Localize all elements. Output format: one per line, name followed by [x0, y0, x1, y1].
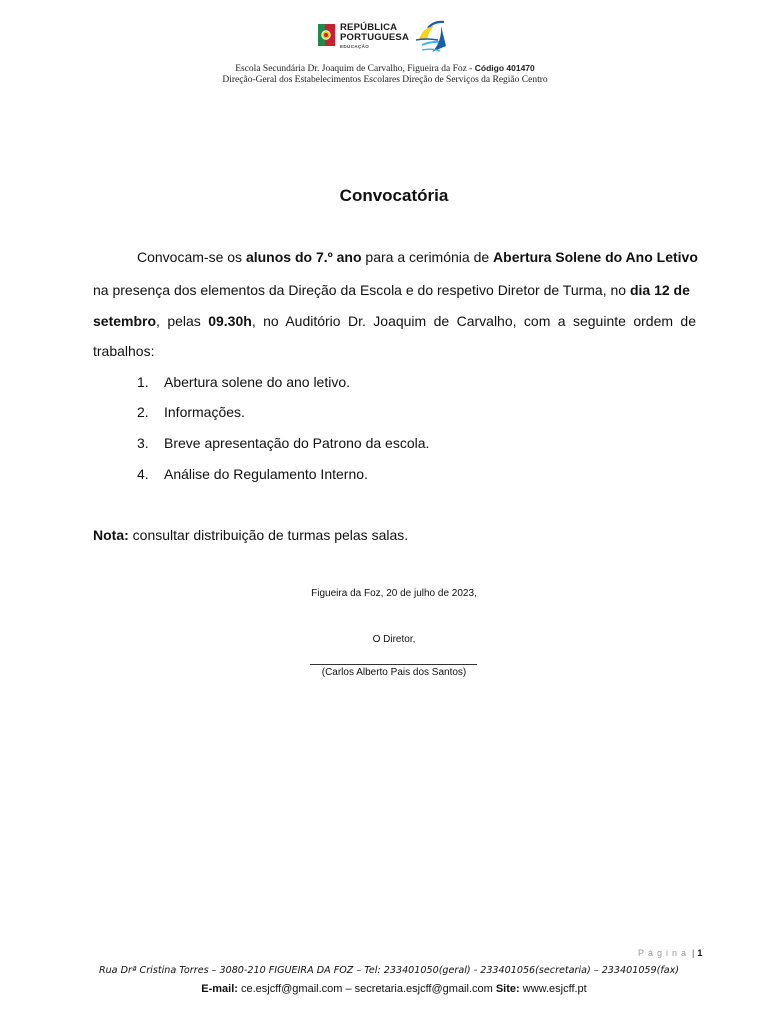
page-separator: | [692, 948, 695, 958]
intro-text-3: na presença dos elementos da Direção da Escola e do respetivo Diretor de Turma, no [93, 282, 630, 298]
agenda-number: 3. [137, 435, 149, 451]
school-name: Escola Secundária Dr. Joaquim de Carvalho, Figueira da Foz - [235, 64, 473, 74]
intro-line-3 [93, 313, 696, 329]
footer-contacts [0, 983, 770, 995]
signature-line [310, 664, 477, 665]
school-name-line [0, 63, 770, 74]
agenda-item [137, 466, 368, 482]
intro-bold-students: alunos do 7.º ano [245, 249, 362, 265]
page-label: Página [638, 948, 691, 958]
agenda-number: 2. [137, 404, 149, 420]
footer-address [0, 965, 770, 976]
site-label: Site: [495, 983, 520, 995]
page-indicator [638, 948, 702, 958]
intro-line-4: trabalhos: [93, 343, 155, 359]
intro-bold-ceremony: Abertura Solene do Ano Letivo [493, 249, 698, 265]
signer-name: (Carlos Alberto Pais dos Santos) [321, 667, 467, 678]
intro-text-4: , pelas [156, 313, 209, 329]
note [93, 527, 696, 543]
logo-line-1: REPÚBLICA [340, 22, 398, 33]
logo-wordmark [340, 23, 409, 51]
agenda-item [137, 404, 245, 420]
footer-address-text: Rua Drª Cristina Torres – 3080-210 FIGUEIRA DA FOZ – Tel: 233401050(geral) - 233401056(secretaria) – 233401059(fax) [98, 965, 680, 976]
intro-bold-day: dia 12 de [629, 282, 690, 298]
note-text: consultar distribuição de turmas pelas salas. [128, 527, 409, 543]
site-value: www.esjcff.pt [519, 983, 587, 995]
email-value: ce.esjcff@gmail.com – secretaria.esjcff@gmail.com [237, 983, 496, 995]
directorate-line: Direção-Geral dos Estabelecimentos Escolares Direção de Serviços da Região Centro [222, 75, 548, 85]
signer-role: O Diretor, [372, 634, 416, 645]
agenda-text: Breve apresentação do Patrono da escola. [164, 435, 430, 451]
intro-bold-month: setembro [93, 313, 157, 329]
page-number: 1 [697, 948, 703, 958]
intro-line-2 [93, 282, 696, 298]
intro-text-1: Convocam-se os [137, 249, 246, 265]
agenda-item [137, 374, 350, 390]
intro-line-1 [137, 249, 697, 265]
email-label: E-mail: [201, 983, 238, 995]
document-title: Convocatória [339, 186, 449, 205]
logo-line-3: EDUCAÇÃO [340, 44, 370, 49]
agenda-text: Informações. [164, 404, 245, 420]
school-code: Código 401470 [474, 63, 535, 73]
agenda-number: 1. [137, 374, 149, 390]
intro-bold-time: 09.30h [208, 313, 252, 329]
agenda-number: 4. [137, 466, 149, 482]
note-label: Nota: [93, 527, 129, 543]
republica-portuguesa-logo [316, 18, 466, 60]
agenda-text: Análise do Regulamento Interno. [164, 466, 368, 482]
agenda-text: Abertura solene do ano letivo. [164, 374, 351, 390]
logo-line-2: PORTUGUESA [340, 32, 410, 43]
agenda-item [137, 435, 429, 451]
place-date: Figueira da Foz, 20 de julho de 2023, [311, 588, 477, 599]
intro-text-2: para a cerimónia de [361, 249, 494, 265]
intro-text-5: , no Auditório Dr. Joaquim de Carvalho, com a seguinte ordem de [251, 313, 696, 329]
